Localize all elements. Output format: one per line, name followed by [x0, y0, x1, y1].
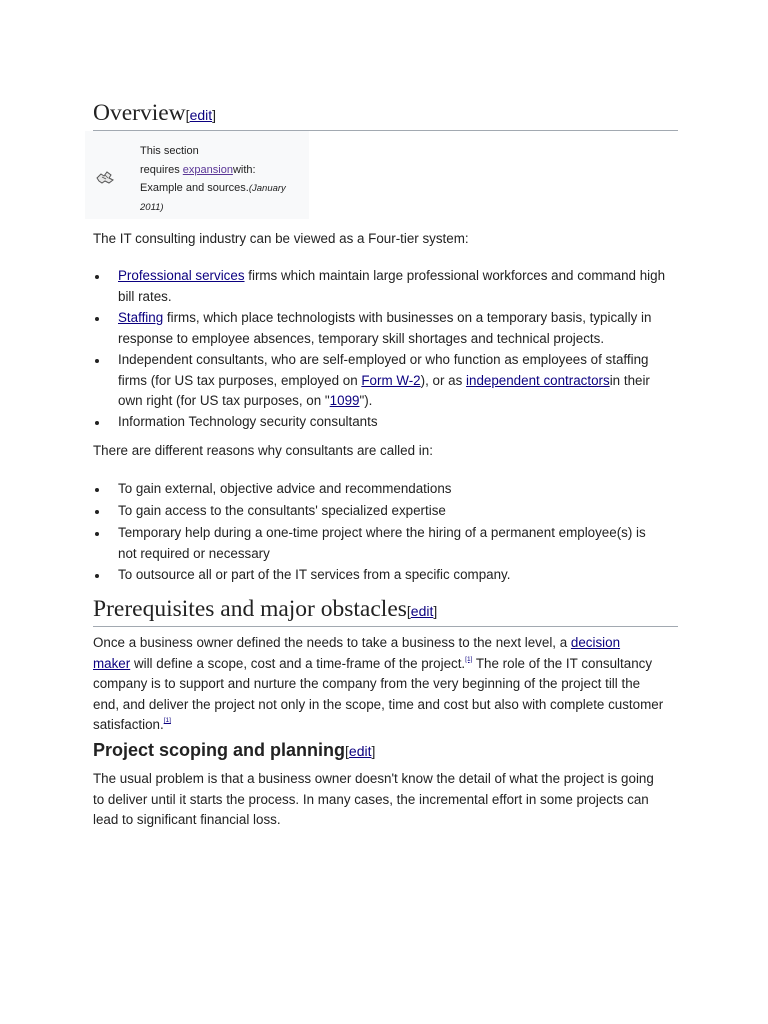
staffing-link[interactable]: Staffing	[118, 310, 164, 325]
notice-line-3: Example and sources.(January	[140, 182, 286, 195]
decision-maker-link-cont[interactable]: maker	[93, 655, 131, 671]
notice-date-year: 2011)	[140, 201, 164, 213]
reasons-intro: There are different reasons why consultants are called in:	[93, 443, 433, 458]
overview-heading-text: Overview	[93, 100, 186, 126]
notice-date: (January	[248, 183, 286, 195]
list-item: Professional services firms which maintain large professional workforces and command high bill rates.	[93, 266, 678, 308]
expansion-notice	[85, 131, 309, 219]
notice-text	[140, 142, 305, 217]
list-item: Temporary help during a one-time project where the hiring of a permanent employee(s) is not required or necessary	[93, 523, 678, 565]
reasons-list	[93, 479, 678, 586]
list-item: Information Technology security consultants	[93, 412, 678, 433]
prerequisites-heading	[93, 595, 678, 627]
scoping-edit: [edit]	[345, 743, 376, 759]
list-item: To gain external, objective advice and recommendations	[93, 479, 678, 501]
independent-contractors-link[interactable]: independent contractors	[466, 372, 610, 388]
notice-line-2: requires expansionwith:	[140, 163, 256, 176]
list-item: Independent consultants, who are self-employed or who function as employees of staffing firms (for US tax purposes, employed on Form W-2), or as independent contractorsin their own right (for US tax purposes, on "1099").	[93, 350, 678, 412]
prerequisites-paragraph: Once a business owner defined the needs to take a business to the next level, a decision maker will define a scope, cost and a time-frame of the project.[1] The role of the IT consultancy company is to support and nurture the company from the very beginning of the project till the end, and deliver the project not only in the scope, time and cost but also with complete customer satisfaction.[1]	[93, 635, 664, 733]
form-1099-link[interactable]: 1099	[329, 393, 360, 409]
citation-1-repeat[interactable]: [1]	[163, 717, 171, 725]
prerequisites-edit: [edit]	[406, 603, 438, 619]
notice-line-1: This section	[140, 145, 199, 157]
scoping-heading-text: Project scoping and planning	[93, 740, 346, 760]
tiers-list	[93, 266, 678, 433]
list-item: To gain access to the consultants' specialized expertise	[93, 501, 678, 523]
list-item: Staffing firms, which place technologists with businesses on a temporary basis, typically in response to employee absences, temporary skill shortages and technical projects.	[93, 308, 678, 350]
overview-edit: [edit]	[185, 107, 217, 123]
scoping-paragraph: The usual problem is that a business owner doesn't know the detail of what the project is going to deliver until it starts the process. In many cases, the incremental effort in some projects can lead to significant financial loss.	[93, 771, 654, 828]
professional-services-link[interactable]: Professional services	[118, 268, 245, 283]
overview-edit-link[interactable]: edit	[189, 107, 213, 123]
form-w2-link[interactable]: Form W-2	[361, 372, 421, 388]
prerequisites-edit-link[interactable]: edit	[410, 603, 434, 619]
scoping-edit-link[interactable]: edit	[348, 743, 372, 759]
citation-1[interactable]: [1]	[465, 655, 473, 663]
expansion-link[interactable]: expansion	[182, 163, 233, 176]
decision-maker-link[interactable]: decision	[570, 635, 621, 650]
overview-intro: The IT consulting industry can be viewed as a Four-tier system:	[93, 231, 469, 246]
list-item: To outsource all or part of the IT services from a specific company.	[93, 565, 678, 586]
prerequisites-heading-text: Prerequisites and major obstacles	[93, 596, 407, 622]
overview-heading	[93, 99, 678, 131]
expand-puzzle-icon	[95, 169, 117, 192]
scoping-heading	[93, 739, 678, 762]
